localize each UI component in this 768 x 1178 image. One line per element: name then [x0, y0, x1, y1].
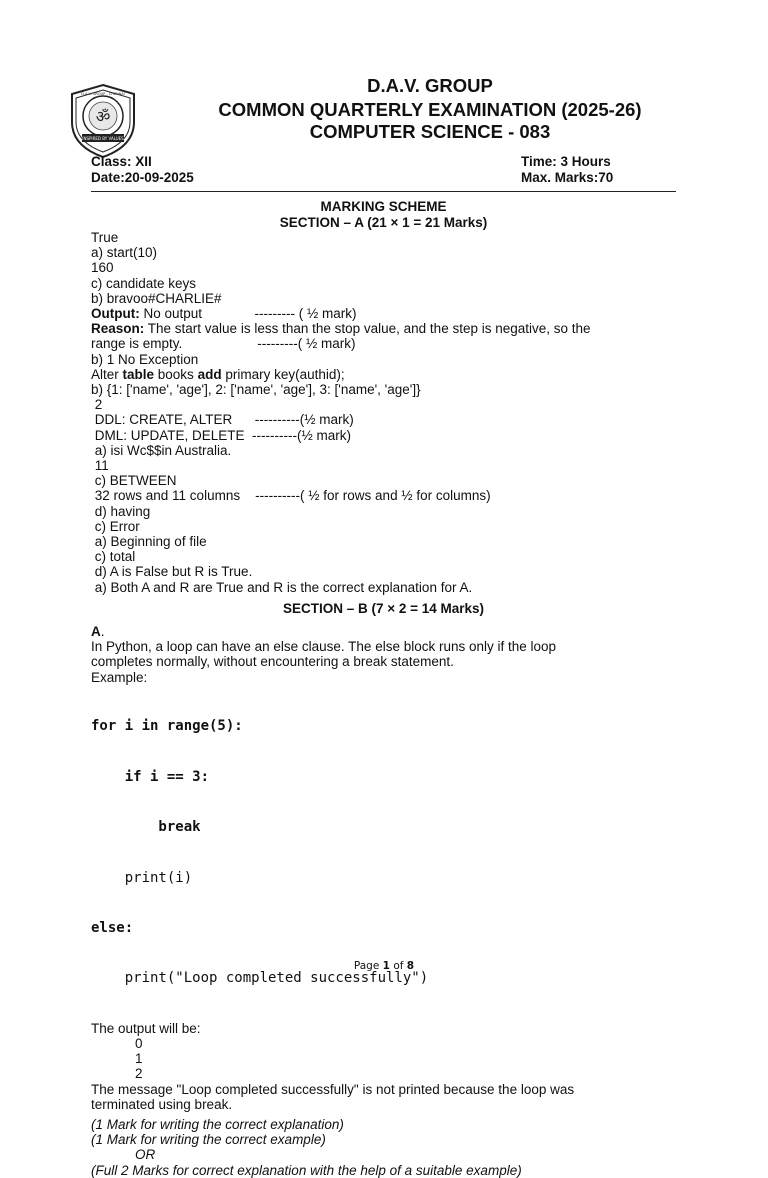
- answer-6-reason: [91, 321, 681, 336]
- section-b-title: SECTION – B (7 × 2 = 14 Marks): [282, 601, 485, 616]
- answer-11-ddl: DDL: CREATE, ALTER ----------(½ mark): [91, 412, 354, 428]
- answer-letter: A: [91, 624, 101, 639]
- answer-10: 2: [91, 397, 103, 413]
- answer-19: c) total: [91, 549, 136, 565]
- output-2: 2: [135, 1066, 143, 1082]
- q8-part-b: table: [122, 366, 155, 382]
- date-label: Date:20-09-2025: [91, 170, 194, 185]
- time-label: Time: 3 Hours: [521, 154, 611, 169]
- message-line-2: terminated using break.: [91, 1096, 233, 1112]
- answer-6-reason-cont: range is empty. ---------( ½ mark): [91, 336, 356, 352]
- output-text: No output --------- ( ½ mark): [139, 306, 357, 322]
- page-footer: [0, 960, 768, 972]
- answer-20: d) A is False but R is True.: [91, 564, 253, 580]
- page-word: Page: [353, 960, 380, 972]
- q8-part-d: add: [197, 366, 222, 382]
- intro-line-1: In Python, a loop can have an else clause. The else block runs only if the loop: [91, 639, 557, 655]
- mark-note-3: (Full 2 Marks for correct explanation with the help of a suitable example): [91, 1162, 522, 1178]
- code-line-2: if i == 3:: [91, 768, 210, 785]
- q8-part-a: Alter: [91, 366, 123, 382]
- reason-text: The start value is less than the stop value, and the step is negative, so the: [144, 321, 591, 337]
- output-label: The output will be:: [91, 1020, 201, 1036]
- code-line-3: break: [91, 819, 201, 836]
- answer-9: b) {1: ['name', 'age'], 2: ['name', 'age'], 3: ['name', 'age']}: [91, 382, 421, 398]
- q8-part-e: primary key(authid);: [221, 366, 345, 382]
- answer-8: [91, 367, 681, 382]
- answer-1: True: [91, 230, 119, 245]
- class-label: Class: XII: [91, 154, 152, 169]
- output-label: Output:: [91, 306, 140, 322]
- answer-15: 32 rows and 11 columns ----------( ½ for rows and ½ for columns): [91, 488, 491, 504]
- output-1: 1: [135, 1051, 143, 1067]
- code-line-6: print("Loop completed successfully"): [91, 970, 429, 987]
- page-total: 8: [406, 960, 415, 972]
- answer-label: [91, 624, 681, 639]
- header-exam: COMMON QUARTERLY EXAMINATION (2025-26): [218, 99, 642, 120]
- header-group: D.A.V. GROUP: [367, 75, 493, 96]
- divider: [91, 191, 676, 192]
- answer-4: c) candidate keys: [91, 275, 197, 291]
- answer-14: c) BETWEEN: [91, 473, 177, 489]
- page-number: 1: [382, 960, 390, 972]
- code-line-1: for i in range(5):: [91, 718, 243, 735]
- answer-7: b) 1 No Exception: [91, 351, 199, 367]
- output-0: 0: [135, 1035, 143, 1051]
- answer-2: a) start(10): [91, 245, 158, 261]
- answer-letter-dot: .: [100, 624, 105, 639]
- mark-note-1: (1 Mark for writing the correct explanation): [91, 1116, 344, 1132]
- answer-12: a) isi Wc$$in Australia.: [91, 442, 232, 458]
- om-symbol: ॐ: [95, 107, 111, 126]
- code-line-4: print(i): [91, 869, 193, 886]
- q8-part-c: books: [154, 366, 198, 382]
- section-a-title: SECTION – A (21 × 1 = 21 Marks): [279, 215, 488, 230]
- of-word: of: [393, 960, 404, 972]
- logo-top-text: D.A.V. GROUP - CHENNAI: [81, 92, 125, 96]
- marking-scheme-title: MARKING SCHEME: [320, 199, 447, 214]
- header-subject: COMPUTER SCIENCE - 083: [309, 121, 551, 142]
- code-line-5: else:: [91, 919, 134, 936]
- answer-11-dml: DML: UPDATE, DELETE ----------(½ mark): [91, 427, 351, 443]
- answer-13: 11: [91, 458, 109, 474]
- dav-logo: [64, 82, 142, 160]
- intro-line-2: completes normally, without encountering a break statement.: [91, 654, 454, 670]
- mark-note-2: (1 Mark for writing the correct example): [91, 1132, 326, 1148]
- answer-17: c) Error: [91, 518, 140, 534]
- max-marks-label: Max. Marks:70: [521, 170, 614, 185]
- answer-5: b) bravoo#CHARLIE#: [91, 290, 222, 306]
- example-label: Example:: [91, 669, 148, 685]
- or-label: OR: [135, 1147, 156, 1163]
- answer-18: a) Beginning of file: [91, 534, 207, 550]
- answer-3: 160: [91, 260, 114, 276]
- answer-16: d) having: [91, 503, 151, 519]
- answer-21: a) Both A and R are True and R is the correct explanation for A.: [91, 579, 473, 595]
- answer-6-output: [91, 306, 681, 321]
- logo-bottom-text: INSPIRED BY VALUES: [82, 136, 124, 141]
- message-line-1: The message "Loop completed successfully" is not printed because the loop was: [91, 1081, 575, 1097]
- section-a-answers: [91, 230, 681, 595]
- reason-label: Reason:: [91, 321, 145, 337]
- section-b-answer: [91, 624, 681, 1178]
